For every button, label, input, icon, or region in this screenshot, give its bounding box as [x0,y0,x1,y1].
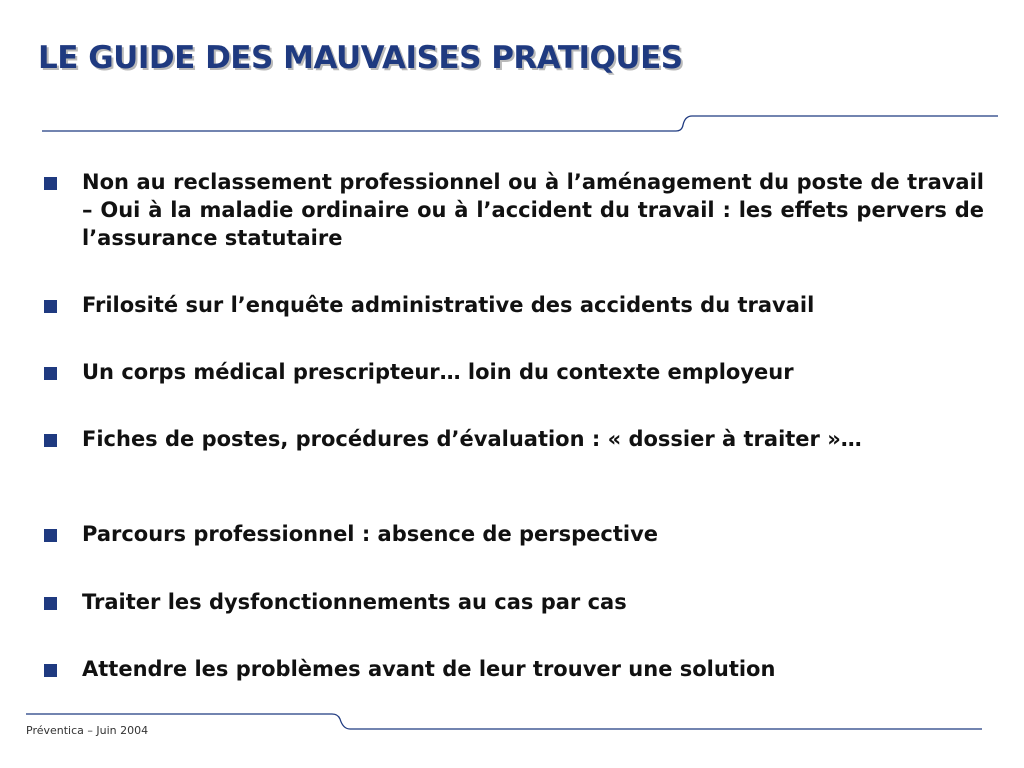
bullet-text: Attendre les problèmes avant de leur trouver une solution [82,657,776,681]
square-bullet-icon [44,177,57,190]
bullet-text: Un corps médical prescripteur… loin du contexte employeur [82,360,794,384]
bullet-item [44,358,984,386]
bullet-text: Fiches de postes, procédures d’évaluation : « dossier à traiter »… [82,427,862,451]
square-bullet-icon [44,597,57,610]
header-divider [0,0,1024,140]
slide-title: LE GUIDE DES MAUVAISES PRATIQUES [38,40,683,76]
bullet-item [44,588,984,616]
square-bullet-icon [44,367,57,380]
square-bullet-icon [44,664,57,677]
bullet-item [44,168,984,252]
square-bullet-icon [44,434,57,447]
bullet-item [44,655,984,683]
bullet-text: Parcours professionnel : absence de perspective [82,522,659,546]
footer-text: Préventica – Juin 2004 [26,724,149,737]
bullet-text: Traiter les dysfonctionnements au cas par cas [82,590,627,614]
bullet-item [44,520,984,548]
square-bullet-icon [44,300,57,313]
bullet-text: Frilosité sur l’enquête administrative des accidents du travail [82,293,815,317]
bullet-item [44,425,984,453]
square-bullet-icon [44,529,57,542]
bullet-item [44,291,984,319]
bullet-text: Non au reclassement professionnel ou à l’aménagement du poste de travail – Oui à la maladie ordinaire ou à l’accident du travail : les effets pervers de l’assurance statutaire [82,170,984,250]
